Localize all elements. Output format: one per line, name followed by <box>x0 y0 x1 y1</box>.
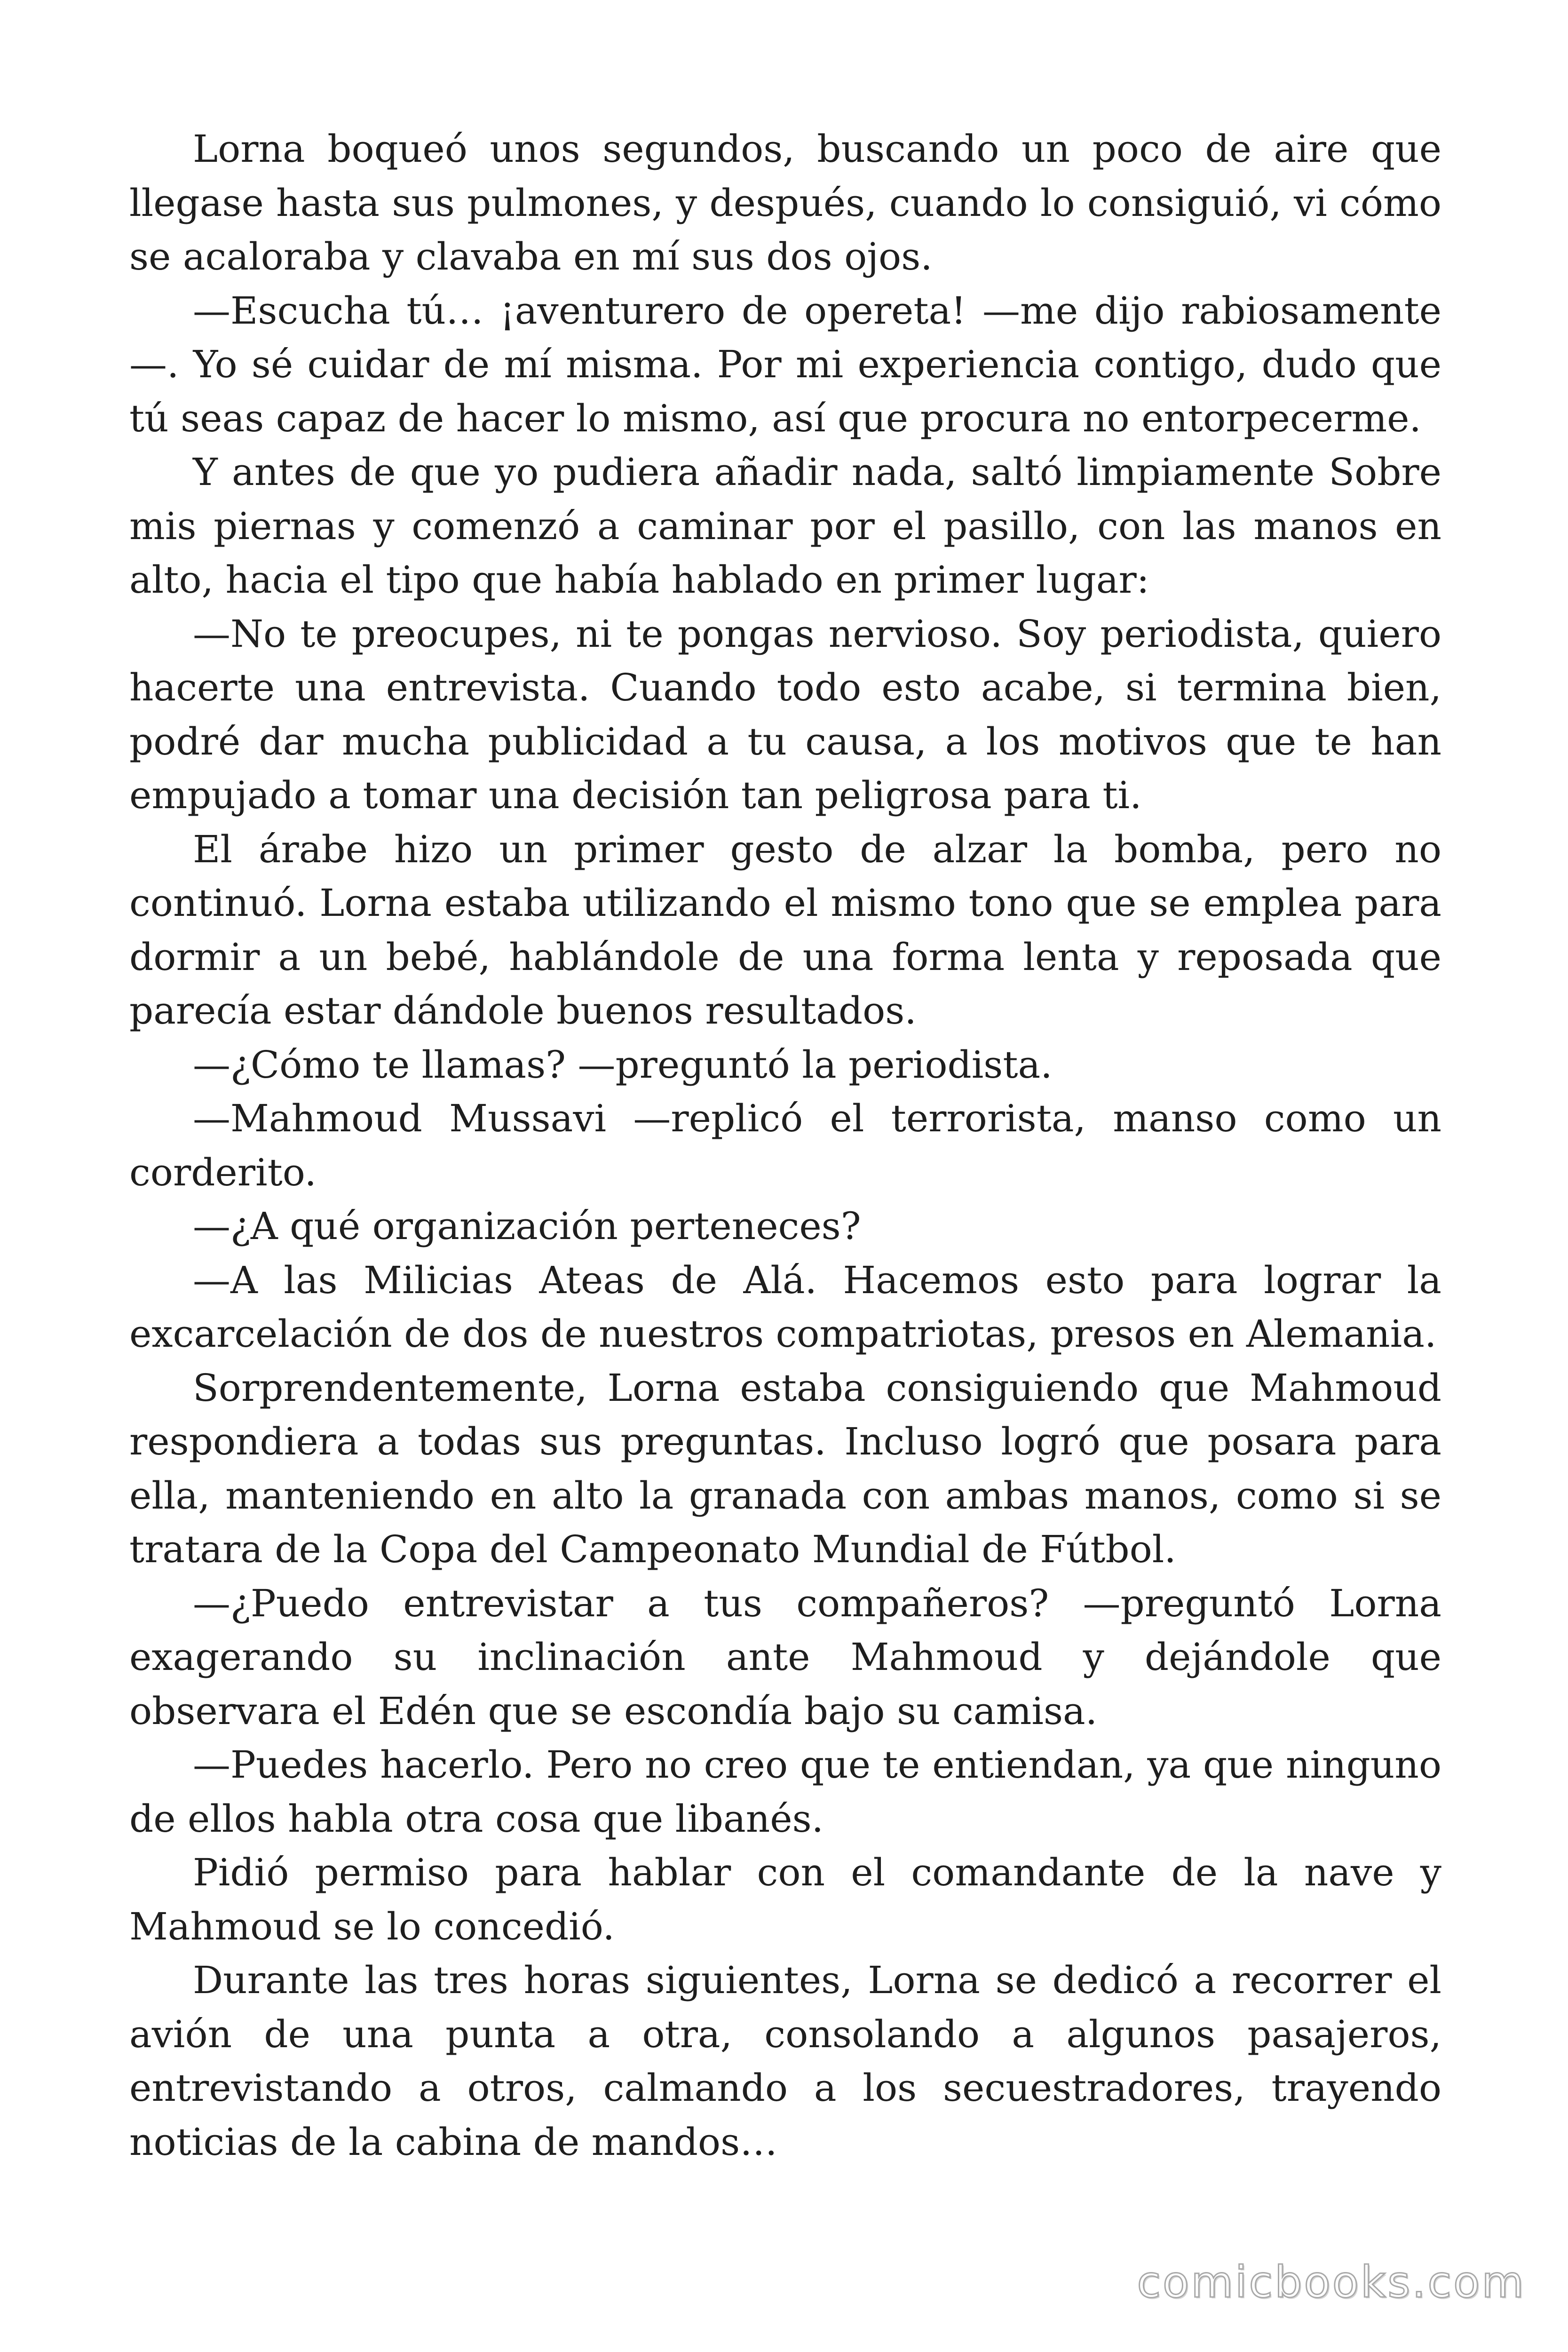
paragraph: Lorna boqueó unos segundos, buscando un poco de aire que llegase hasta sus pulmones, y después, cuando lo consiguió, vi cómo se acaloraba y clavaba en mí sus dos ojos. <box>129 127 1441 278</box>
paragraph: Pidió permiso para hablar con el comandante de la nave y Mahmoud se lo concedió. <box>129 1851 1441 1948</box>
paragraph: —Escucha tú… ¡aventurero de opereta! —me dijo rabiosamente —. Yo sé cuidar de mí misma. Por mi experiencia contigo, dudo que tú seas capaz de hacer lo mismo, así que procura no entorpecerme. <box>129 288 1441 440</box>
paragraph: —Puedes hacerlo. Pero no creo que te entiendan, ya que ninguno de ellos habla otra cosa que libanés. <box>129 1743 1441 1841</box>
paragraph: El árabe hizo un primer gesto de alzar la bomba, pero no continuó. Lorna estaba utilizando el mismo tono que se emplea para dormir a un bebé, hablándole de una forma lenta y reposada que parecía estar dándole buenos resultados. <box>129 827 1441 1033</box>
paragraph: —¿Cómo te llamas? —preguntó la periodista. <box>193 1042 1053 1087</box>
paragraph: Y antes de que yo pudiera añadir nada, saltó limpiamente Sobre mis piernas y comenzó a caminar por el pasillo, con las manos en alto, hacia el tipo que había hablado en primer lugar: <box>129 450 1441 602</box>
paragraph: —¿A qué organización perteneces? <box>193 1204 861 1248</box>
paragraph: Durante las tres horas siguientes, Lorna se dedicó a recorrer el avión de una punta a otra, consolando a algunos pasajeros, entrevistando a otros, calmando a los secuestradores, trayendo noticias de la cabina de mandos… <box>129 1958 1441 2164</box>
paragraph: Sorprendentemente, Lorna estaba consiguiendo que Mahmoud respondiera a todas sus preguntas. Incluso logró que posara para ella, manteniendo en alto la granada con ambas manos, como si se tratara de la Copa del Campeonato Mundial de Fútbol. <box>129 1366 1441 1571</box>
paragraph: —¿Puedo entrevistar a tus compañeros? —preguntó Lorna exagerando su inclinación ante Mahmoud y dejándole que observara el Edén que se escondía bajo su camisa. <box>129 1581 1441 1733</box>
watermark: comicbooks.com <box>1137 2257 1526 2307</box>
paragraph: —No te preocupes, ni te pongas nervioso. Soy periodista, quiero hacerte una entrevista. Cuando todo esto acabe, si termina bien, podré dar mucha publicidad a tu causa, a los motivos que te han empujado a tomar una decisión tan peligrosa para ti. <box>129 612 1441 817</box>
page-text <box>129 122 1441 2169</box>
paragraph: —A las Milicias Ateas de Alá. Hacemos esto para lograr la excarcelación de dos de nuestros compatriotas, presos en Alemania. <box>129 1258 1441 1356</box>
paragraph: —Mahmoud Mussavi —replicó el terrorista, manso como un corderito. <box>129 1097 1441 1194</box>
